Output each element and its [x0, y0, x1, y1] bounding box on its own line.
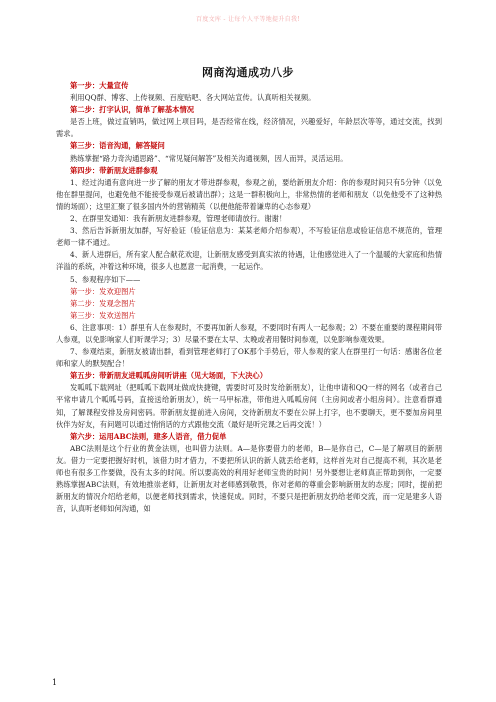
body-paragraph: 熟练掌握“路力奇沟通思路”、“常见疑问解答”及相关沟通视频，因人而异，灵活运用。 [70, 153, 348, 163]
procedure-step: 第二步：发观念图片 [70, 298, 136, 308]
body-paragraph: ABC法则是这个行业的黄金法则，也叫借力法则。A—是你要借力的老师，B—是你自己，C—是了解项目的新朋友。借力一定要把握好时机，该借力时才借力，不要把所认识的新人就丢给老师，这样首先对自己提高不利，其次是老师也有很多工作要做，没有太多的时间。所以要高效的利用好老师宝贵的时间！另外要想让老师真正帮助到你，一定要熟练掌握ABC法则，有效地推崇老师，让新朋友对老师感到敬畏，你对老师的尊重会影响新朋友的态度；同时，提前把新朋友的情况介绍给老师，以便老师找到需求，快速促成。同时，不要只是把新朋友扔给老师交流，而一定是建多人语音，认真听老师如何沟通，如 [56, 443, 442, 514]
body-paragraph: 1、经过沟通有意向进一步了解的朋友才带进群参观，参观之前，要给新朋友介绍：你的参观时间只有5分钟（以免他在群里提问，也避免他不能接受参观后被请出群）；这是一群积极向上，非常热情的老师和朋友（以免他受不了这种热情的场面）；这里汇聚了很多国内外的营销精英（以便他能带着谦卑的心态参观） [56, 177, 442, 211]
section-heading: 第二步：打字认识，简单了解基本情况 [70, 105, 195, 115]
section-heading: 第四步：带新朋友进群参观 [70, 165, 158, 175]
section-heading: 第五步：带新朋友进呱呱房间听讲座（见大场面，下大决心） [70, 371, 268, 381]
body-paragraph: 3、然后告诉新朋友加群，写好验证（验证信息为：某某老师介绍参观），不写验证信息或验证信息不规范的，管理老师一律不通过。 [56, 226, 442, 248]
page-number: 1 [52, 678, 58, 687]
body-paragraph: 发呱呱下载网址（把呱呱下载网址做成快捷键，需要时可及时发给新朋友），让他申请和QQ一样的网名（或者自己平常申请几个呱呱号码，直接送给新朋友），统一马甲标准，带他进入呱呱房间（主房间或者小组房间）。注意看群通知，了解课程安排及房间密码。带新朋友提前进入房间，交待新朋友不要在公屏上打字，也不要聊天，更不要加房间里伙伴为好友，有问题可以通过悄悄话的方式跟他交流（最好是听完课之后再交流！） [56, 383, 442, 429]
body-paragraph: 是否上班，做过直销吗，做过网上项目吗，是否经常在线，经济情况，兴趣爱好，年龄层次等等，通过交流，找到需求。 [56, 117, 442, 139]
body-paragraph: 6、注意事项：1）群里有人在参观时，不要再加新人参观，不要同时有两人一起参观；2）不要在重要的课程期间带人参观，以免影响家人们听课学习；3）尽量不要在太早、太晚或者用餐时间参观，以免影响参观效果。 [56, 322, 442, 344]
body-paragraph: 7、参观结束，新朋友被请出群，看到管理老师打了OK那个手势后，带人参观的家人在群里打一句话：感谢各位老师和家人的默契配合！ [56, 347, 442, 369]
section-heading: 第六步：运用ABC法则，建多人语音，借力促单 [70, 431, 227, 441]
body-paragraph: 利用QQ群、博客、上传视频、百度贴吧、各大网站宣传。认真听相关视频。 [70, 93, 316, 103]
body-paragraph: 4、新人进群后，所有家人配合献花欢迎，让新朋友感受到真实浓的待遇，让他感觉进入了一个温暖的大家庭和热情洋溢的系统，冲着这种环境，很多人也愿意一起消费，一起运作。 [56, 250, 442, 272]
procedure-step: 第一步：发欢迎图片 [70, 286, 136, 296]
section-heading: 第一步：大量宣传 [70, 81, 129, 90]
section-heading: 第三步：语音沟通，解答疑问 [70, 141, 165, 151]
header-watermark: 百度文库 - 让每个人平等地提升自我! [196, 16, 300, 23]
document-body [56, 80, 442, 515]
document-title: 网商沟通成功八步 [202, 66, 294, 79]
procedure-step: 第三步：发欢送图片 [70, 310, 136, 320]
body-paragraph: 2、在群里发通知：我有新朋友进群参观，管理老师请放行。谢谢！ [70, 214, 287, 224]
body-paragraph: 5、参观程序如下—— [70, 274, 141, 284]
